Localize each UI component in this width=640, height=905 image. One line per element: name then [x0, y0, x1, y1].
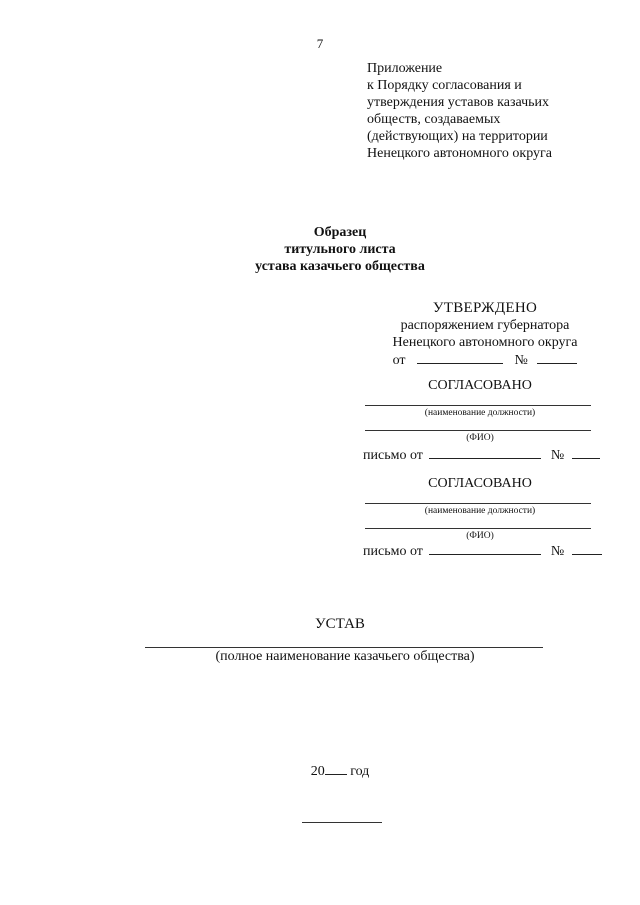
agreed-1-number-blank — [572, 446, 600, 459]
agreed-1-position-caption: (наименование должности) — [424, 408, 536, 418]
agreed-1-number-label: № — [550, 448, 565, 463]
year-blank — [325, 762, 347, 775]
approved-from-label: от — [392, 353, 406, 368]
approved-number-blank — [537, 351, 577, 364]
agreed-1-name-line — [365, 430, 591, 431]
agreed-1-position-line — [365, 405, 591, 406]
charter-caption: (полное наименование казачьего общества) — [215, 649, 475, 664]
approved-heading: УТВЕРЖДЕНО — [432, 300, 538, 316]
sample-title-line: устава казачьего общества — [255, 259, 425, 274]
page-number: 7 — [316, 36, 324, 51]
agreed-2-letter-date-blank — [429, 542, 541, 555]
agreed-1-letter-row — [363, 446, 600, 464]
year-row — [0, 762, 640, 780]
closing-rule — [302, 822, 382, 823]
sample-title — [190, 224, 490, 275]
agreed-2-number-blank — [572, 542, 602, 555]
agreed-1-letter-label: письмо от — [363, 448, 423, 463]
approved-block — [370, 300, 600, 369]
approved-date-row — [370, 351, 600, 369]
appendix-line: обществ, создаваемых — [367, 112, 501, 127]
agreed-2-name-caption: (ФИО) — [466, 531, 494, 541]
sample-title-line: титульного листа — [284, 242, 396, 257]
agreed-2-heading: СОГЛАСОВАНО — [428, 476, 532, 491]
agreed-2-letter-row — [363, 542, 602, 560]
approved-date-blank — [417, 351, 503, 364]
appendix-block — [367, 60, 552, 162]
approved-line: распоряжением губернатора — [400, 318, 570, 333]
sample-title-line: Образец — [313, 225, 367, 240]
appendix-line: (действующих) на территории — [367, 129, 548, 144]
appendix-line: Ненецкого автономного округа — [367, 146, 552, 161]
agreed-1-letter-date-blank — [429, 446, 541, 459]
agreed-2-name-line — [365, 528, 591, 529]
agreed-2-letter-label: письмо от — [363, 544, 423, 559]
charter-title: УСТАВ — [315, 616, 365, 632]
agreed-1-heading: СОГЛАСОВАНО — [428, 378, 532, 393]
approved-line: Ненецкого автономного округа — [392, 335, 578, 350]
approved-number-label: № — [514, 353, 528, 368]
year-prefix: 20 — [310, 764, 325, 779]
agreed-1-name-caption: (ФИО) — [466, 433, 494, 443]
appendix-line: утверждения уставов казачьих — [367, 95, 550, 110]
charter-name-line — [145, 647, 543, 648]
year-suffix: год — [350, 764, 370, 779]
agreed-2-position-caption: (наименование должности) — [424, 506, 536, 516]
agreed-2-number-label: № — [550, 544, 565, 559]
appendix-line: Приложение — [367, 61, 443, 76]
appendix-line: к Порядку согласования и — [367, 78, 522, 93]
agreed-2-position-line — [365, 503, 591, 504]
